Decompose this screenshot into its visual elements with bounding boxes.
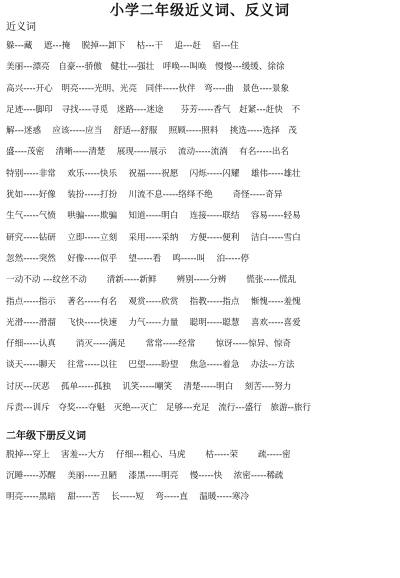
synonym-row: 高兴----开心 明亮-----光明、光亮 同伴-----伙伴 弯----曲 景色----景象 xyxy=(6,83,290,94)
synonym-row: 指点-----指示 著名-----有名 观赏-----欣赏 指教-----指点 惭愧-----羞愧 xyxy=(6,296,301,307)
synonym-row: 躲---藏 遮---掩 脱掉---卸下 枯---干 追---赶 宿---住 xyxy=(6,41,239,51)
synonym-row: 忽然-----突然 好像-----似乎 望-----看 鸣-----叫 泊-----停 xyxy=(6,253,250,264)
antonyms-heading: 二年级下册反义词 xyxy=(6,431,86,443)
synonym-row: 仔细-----认真 消灭-----满足 常常-----经常 惊讶-----惊异、惊奇 xyxy=(6,339,292,350)
antonyms-section xyxy=(0,429,400,508)
synonym-row: 美丽---漂亮 自豪---骄傲 健壮---强壮 呼唤---叫唤 慢慢---缓缓、徐徐 xyxy=(6,62,285,73)
synonym-row: 讨厌---厌恶 孤单-----孤独 讥笑-----嘲笑 清楚-----明白 刻苦----努力 xyxy=(6,381,292,392)
synonym-row: 盛----茂密 清晰-----清楚 展现-----展示 流动-----流淌 有名-----出名 xyxy=(6,147,290,158)
synonym-row: 特别-----非常 欢乐-----快乐 祝福-----祝愿 闪烁-----闪耀 雄伟-----雄壮 xyxy=(6,168,301,179)
synonyms-heading: 近义词 xyxy=(6,22,36,33)
synonyms-section xyxy=(0,20,400,419)
synonym-row: 足迹----脚印 寻找----寻觅 迷路----迷途 芬芳-----香气 赶紧---赶快 不 xyxy=(6,104,301,115)
page-title: 小学二年级近义词、反义词 xyxy=(110,3,290,19)
synonyms-list xyxy=(0,36,400,419)
antonym-row: 沉睡-----苏醒 美丽-----丑陋 漆黑-----明亮 慢-----快 浓密-----稀疏 xyxy=(6,471,284,482)
synonym-row: 犹如-----好像 装扮-----打扮 川流不息-----络绎不绝 奇怪-----奇异 xyxy=(6,190,283,201)
synonym-row: 光滑-----滑溜 飞快-----快速 力气-----力量 聪明-----聪慧 喜欢-----喜爱 xyxy=(6,317,301,328)
synonym-row: 一动不动 ---纹丝不动 清新-----新鲜 辨别-----分辨 慌张-----慌乱 xyxy=(6,275,297,286)
synonym-row: 解---迷惑 应该-----应当 舒适---舒服 照顾-----照料 挑选-----选择 茂 xyxy=(6,126,297,137)
antonym-row: 明亮-----黑暗 甜-----苦 长-----短 弯-----直 温暖-----寒冷 xyxy=(6,492,250,503)
synonym-row: 谈天-----聊天 往常-----以往 巴望-----盼望 焦急-----着急 办法---方法 xyxy=(6,360,295,371)
synonym-row: 生气-----气愤 哄骗-----欺骗 知道-----明白 连接-----联结 容易-----轻易 xyxy=(6,211,301,222)
antonym-row: 脱掉---穿上 害羞---大方 仔细---粗心、马虎 枯-----荣 疏-----密 xyxy=(6,450,291,461)
synonym-row: 斥责---训斥 夺奖----夺魁 灭绝---灭亡 足够---充足 流行---盛行 旅游--旅行 xyxy=(6,403,312,414)
synonym-row: 研究-----钻研 立即-----立刻 采用-----采纳 方便-----便利 洁白-----雪白 xyxy=(6,232,301,243)
